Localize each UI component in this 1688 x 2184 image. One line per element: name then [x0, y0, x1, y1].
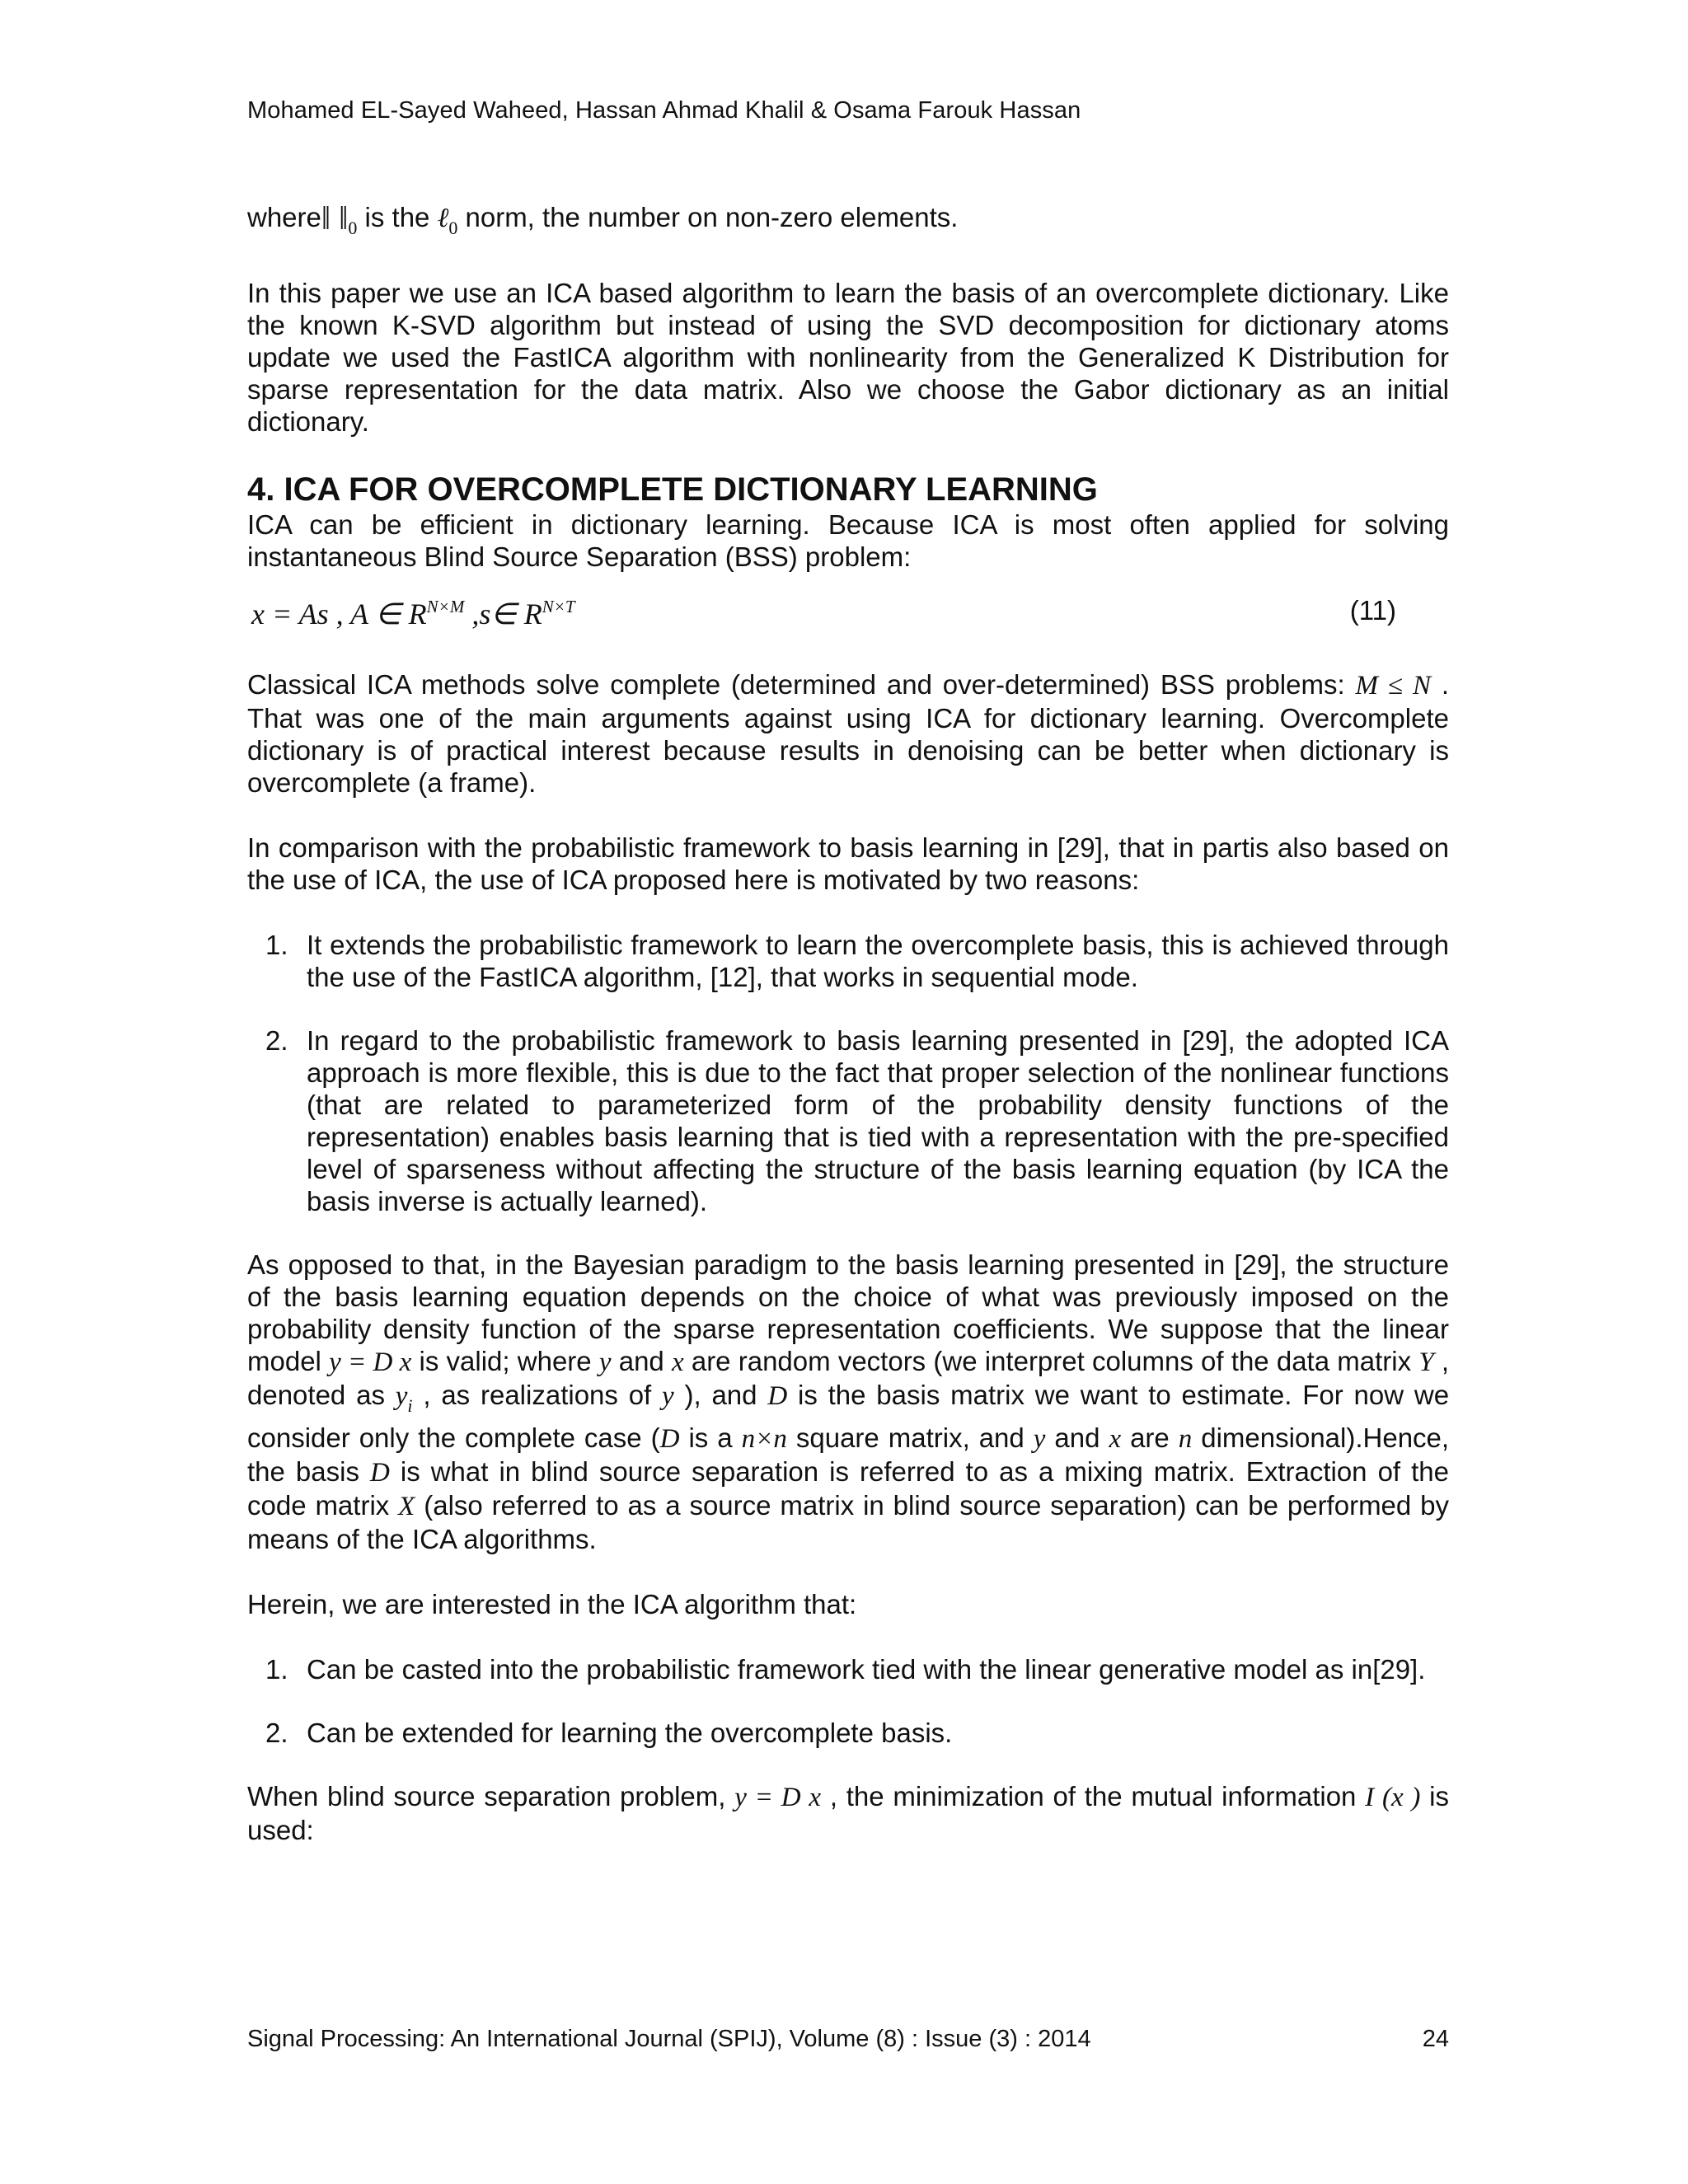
- list-item: 2. Can be extended for learning the overcomplete basis.: [265, 1718, 953, 1748]
- page-number: 24: [1422, 2026, 1449, 2052]
- norm-symbol: ‖ ‖: [321, 199, 349, 237]
- bayesian-paragraph: As opposed to that, in the Bayesian paradigm to the basis learning presented in [29], the structure of the basis learning equation depends on the choice of what was previously imposed on the probability density function of the sparse representation coefficients. We suppose that the linear model y = D x is valid; where y and x are random vectors (we interpret columns of the data matrix Y , denoted as $y_i$ , as realizations of y ), and D is the basis matrix we want to estimate. For now we consider only the complete case (D is a n×n square matrix, and y and x are n dimensional).Hence, the basis D is what in blind source separation is referred to as a mixing matrix. Extraction of the code matrix X (also referred to as a source matrix in blind source separation) can be performed by means of the ICA algorithms.: [247, 1249, 1450, 1554]
- journal-citation: Signal Processing: An International Journal (SPIJ), Volume (8) : Issue (3) : 2014: [247, 2026, 1091, 2052]
- list-item: 2. In regard to the probabilistic framework to basis learning presented in [29], the adopted ICA approach is more flexible, this is due to the fact that proper selection of the nonlinear functions (that are related to parameterized form of the probability density functions of the representation) enables basis learning that is tied with a representation with the pre-specified level of sparseness without affecting the structure of the basis learning equation (by ICA the basis inverse is actually learned).: [265, 1025, 1449, 1216]
- equation-11: [247, 591, 1449, 632]
- list-item: 1. It extends the probabilistic framework to learn the overcomplete basis, this is achieved through the use of the FastICA algorithm, [12], that works in sequential mode.: [265, 930, 1449, 992]
- section-heading: 4. ICA FOR OVERCOMPLETE DICTIONARY LEARNING: [247, 471, 1098, 508]
- equation-body: x = As , A ∈ $R^{N\times M}$ ,s∈ $R^{N\times T}$: [251, 597, 575, 630]
- reasons-list: [247, 929, 1449, 1217]
- final-paragraph: When blind source separation problem, y = D x , the minimization of the mutual information I (x ) is used:: [247, 1781, 1450, 1845]
- page-footer: [247, 2026, 1449, 2053]
- intro-paragraph: In this paper we use an ICA based algorithm to learn the basis of an overcomplete dictionary. Like the known K-SVD algorithm but instead of using the SVD decomposition for dictionary atoms update we used the FastICA algorithm with nonlinearity from the Generalized K Distribution for sparse representation for the data matrix. Also we choose the Gabor dictionary as an initial dictionary.: [247, 278, 1449, 437]
- classical-ica-paragraph: Classical ICA methods solve complete (determined and over-determined) BSS problems: M ≤ N . That was one of the main arguments against using ICA for dictionary learning. Overcomplete dictionary is of practical interest because results in denoising can be better when dictionary is overcomplete (a frame).: [247, 669, 1449, 798]
- page-body: [247, 201, 1449, 1846]
- interests-list: [247, 1653, 1449, 1749]
- equation-number: (11): [1349, 595, 1396, 626]
- running-header: Mohamed EL-Sayed Waheed, Hassan Ahmad Khalil & Osama Farouk Hassan: [247, 97, 1081, 124]
- comparison-paragraph: In comparison with the probabilistic framework to basis learning in [29], that in partis also based on the use of ICA, the use of ICA proposed here is motivated by two reasons:: [247, 832, 1449, 895]
- herein-paragraph: Herein, we are interested in the ICA algorithm that:: [247, 1589, 857, 1619]
- list-item: 1. Can be casted into the probabilistic framework tied with the linear generative model as in[29].: [265, 1654, 1426, 1685]
- norm-definition-line: where‖ $‖_0$ is the ℓ$_0$ norm, the number on non-zero elements.: [247, 199, 959, 238]
- section-intro-paragraph: ICA can be efficient in dictionary learning. Because ICA is most often applied for solving instantaneous Blind Source Separation (BSS) problem:: [247, 509, 1449, 572]
